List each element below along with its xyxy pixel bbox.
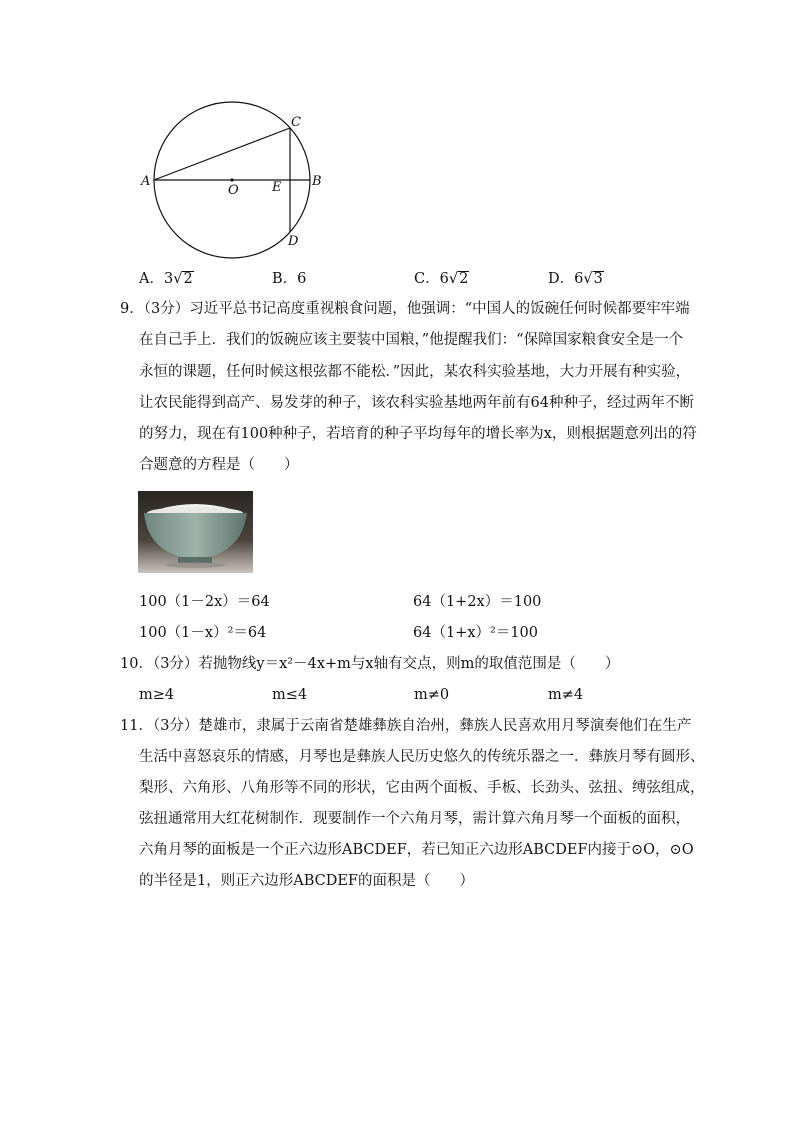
q9-option-a[interactable]: 100（1－2x）＝64 <box>139 594 270 610</box>
q9-stem-line-3: 永恒的课题，任何时候这根弦都不能松．”因此，某农科实验基地，大力开展有种实验， <box>139 364 691 380</box>
q9-stem-line-2: 在自己手上．我们的饭碗应该主要装中国粮，”他提醒我们：“保障国家粮食安全是一个 <box>139 332 684 348</box>
q9-option-b[interactable]: 64（1+2x）＝100 <box>413 594 542 610</box>
q11-stem-line-5: 六角月琴的面板是一个正六边形ABCDEF，若已知正六边形ABCDEF内接于⊙O，⊙O <box>139 842 694 858</box>
q9-stem-line-4: 让农民能得到高产、易发芽的种子，该农科实验基地两年前有64种种子，经过两年不断 <box>139 395 694 411</box>
option-value: 6 <box>297 271 307 287</box>
chord-ac <box>154 128 290 180</box>
option-letter: A． <box>139 271 164 287</box>
option-radicand: 2 <box>459 271 469 287</box>
center-dot <box>230 178 233 181</box>
label-e: E <box>272 180 282 195</box>
option-coef: 3 <box>163 271 174 287</box>
q10-option-c[interactable]: m≠0 <box>414 687 450 703</box>
q9-option-c[interactable]: 100（1－x）²＝64 <box>139 625 267 641</box>
radical-sign: √ <box>173 271 183 287</box>
label-b: B <box>312 174 322 189</box>
q9-stem-line-6: 合题意的方程是（ ） <box>139 457 299 473</box>
q11-stem-line-1: 11．（3分）楚雄市，隶属于云南省楚雄彝族自治州，彝族人民喜欢用月琴演奏他们在生产 <box>120 718 692 734</box>
circle-geometry-figure <box>135 95 335 265</box>
option-coef: 6 <box>439 271 449 287</box>
q10-stem: 10．（3分）若抛物线y＝x²－4x+m与x轴有交点，则m的取值范围是（ ） <box>120 656 620 672</box>
radical-sign: √ <box>583 271 593 287</box>
q10-option-b[interactable]: m≤4 <box>272 687 308 703</box>
option-letter: B． <box>272 271 298 287</box>
q11-stem-line-3: 梨形、六角形、八角形等不同的形状，它由两个面板、手板、长劲头、弦扭、缚弦组成， <box>139 780 705 796</box>
option-radicand: 2 <box>183 271 193 287</box>
label-a: A <box>141 174 151 189</box>
q11-stem-line-4: 弦扭通常用大红花树制作．现要制作一个六角月琴，需计算六角月琴一个面板的面积， <box>139 811 690 827</box>
q10-option-d[interactable]: m≠4 <box>548 687 584 703</box>
q10-option-a[interactable]: m≥4 <box>139 687 175 703</box>
q8-option-a[interactable] <box>139 269 194 289</box>
option-coef: 6 <box>574 271 584 287</box>
q11-stem-line-2: 生活中喜怒哀乐的情感，月琴也是彝族人民历史悠久的传统乐器之一．彝族月琴有圆形、 <box>139 749 705 765</box>
q9-stem-line-1: 9．（3分）习近平总书记高度重视粮食问题，他强调：“中国人的饭碗任何时候都要牢牢端 <box>120 301 690 317</box>
q9-stem-line-5: 的努力，现在有100种种子，若培育的种子平均每年的增长率为x，则根据题意列出的符 <box>139 426 697 442</box>
q8-option-c[interactable] <box>414 269 469 289</box>
option-radicand: 3 <box>593 271 603 287</box>
q8-option-b[interactable] <box>272 269 306 289</box>
label-c: C <box>291 115 301 130</box>
rice-bowl-image <box>138 491 253 573</box>
q8-option-d[interactable] <box>548 269 604 289</box>
q11-stem-line-6: 的半径是1，则正六边形ABCDEF的面积是（ ） <box>139 873 474 889</box>
label-o: O <box>228 183 239 198</box>
radical-sign: √ <box>448 271 459 287</box>
option-letter: C． <box>414 271 440 287</box>
option-letter: D． <box>548 271 575 287</box>
q9-option-d[interactable]: 64（1+x）²＝100 <box>413 625 538 641</box>
label-d: D <box>288 234 299 249</box>
